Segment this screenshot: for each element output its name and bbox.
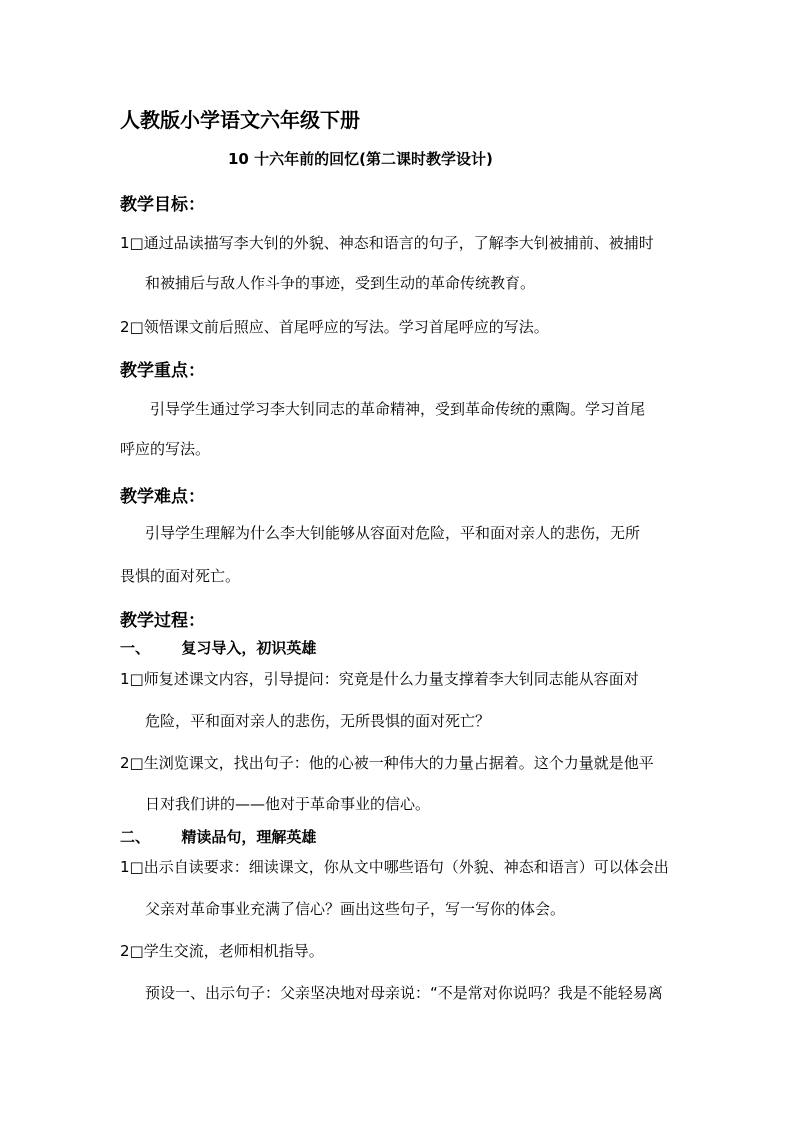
document-title: 人教版小学语文六年级下册 [120, 108, 360, 132]
goal-2: 2□领悟课文前后照应、首尾呼应的写法。学习首尾呼应的写法。 [120, 318, 549, 336]
lesson-subtitle: 10 十六年前的回忆(第二课时教学设计) [228, 150, 493, 168]
key-points-line-1: 引导学生通过学习李大钊同志的革命精神，受到革命传统的熏陶。学习首尾 [150, 400, 646, 418]
key-points-line-2: 呼应的写法。 [120, 440, 211, 458]
preset-1: 预设一、出示句子：父亲坚决地对母亲说：“不是常对你说吗？我是不能轻易离 [145, 984, 663, 1002]
section-1-heading: 一、 复习导入，初识英雄 [120, 639, 317, 657]
goals-heading: 教学目标： [120, 195, 205, 215]
key-points-heading: 教学重点： [120, 361, 205, 381]
step-1-line-1: 1□师复述课文内容，引导提问：究竟是什么力量支撑着李大钊同志能从容面对 [120, 670, 639, 688]
difficulties-line-1: 引导学生理解为什么李大钊能够从容面对危险，平和面对亲人的悲伤，无所 [145, 524, 641, 542]
step-1-line-2: 危险，平和面对亲人的悲伤，无所畏惧的面对死亡？ [145, 712, 491, 730]
section-2-heading: 二、 精读品句，理解英雄 [120, 828, 317, 846]
goal-1-line-2: 和被捕后与敌人作斗争的事迹，受到生动的革命传统教育。 [145, 274, 536, 292]
process-heading: 教学过程： [120, 611, 205, 631]
step-3-line-2: 父亲对革命事业充满了信心？画出这些句子，写一写你的体会。 [145, 900, 566, 918]
step-3-line-1: 1□出示自读要求：细读课文，你从文中哪些语句（外貌、神态和语言）可以体会出 [120, 858, 669, 876]
difficulties-line-2: 畏惧的面对死亡。 [120, 567, 241, 585]
difficulties-heading: 教学难点： [120, 487, 205, 507]
step-4: 2□学生交流，老师相机指导。 [120, 942, 324, 960]
step-2-line-2: 日对我们讲的——他对于革命事业的信心。 [145, 795, 431, 813]
goal-1-line-1: 1□通过品读描写李大钊的外貌、神态和语言的句子，了解李大钊被捕前、被捕时 [120, 234, 654, 252]
step-2-line-1: 2□生浏览课文，找出句子：他的心被一种伟大的力量占据着。这个力量就是他平 [120, 754, 654, 772]
